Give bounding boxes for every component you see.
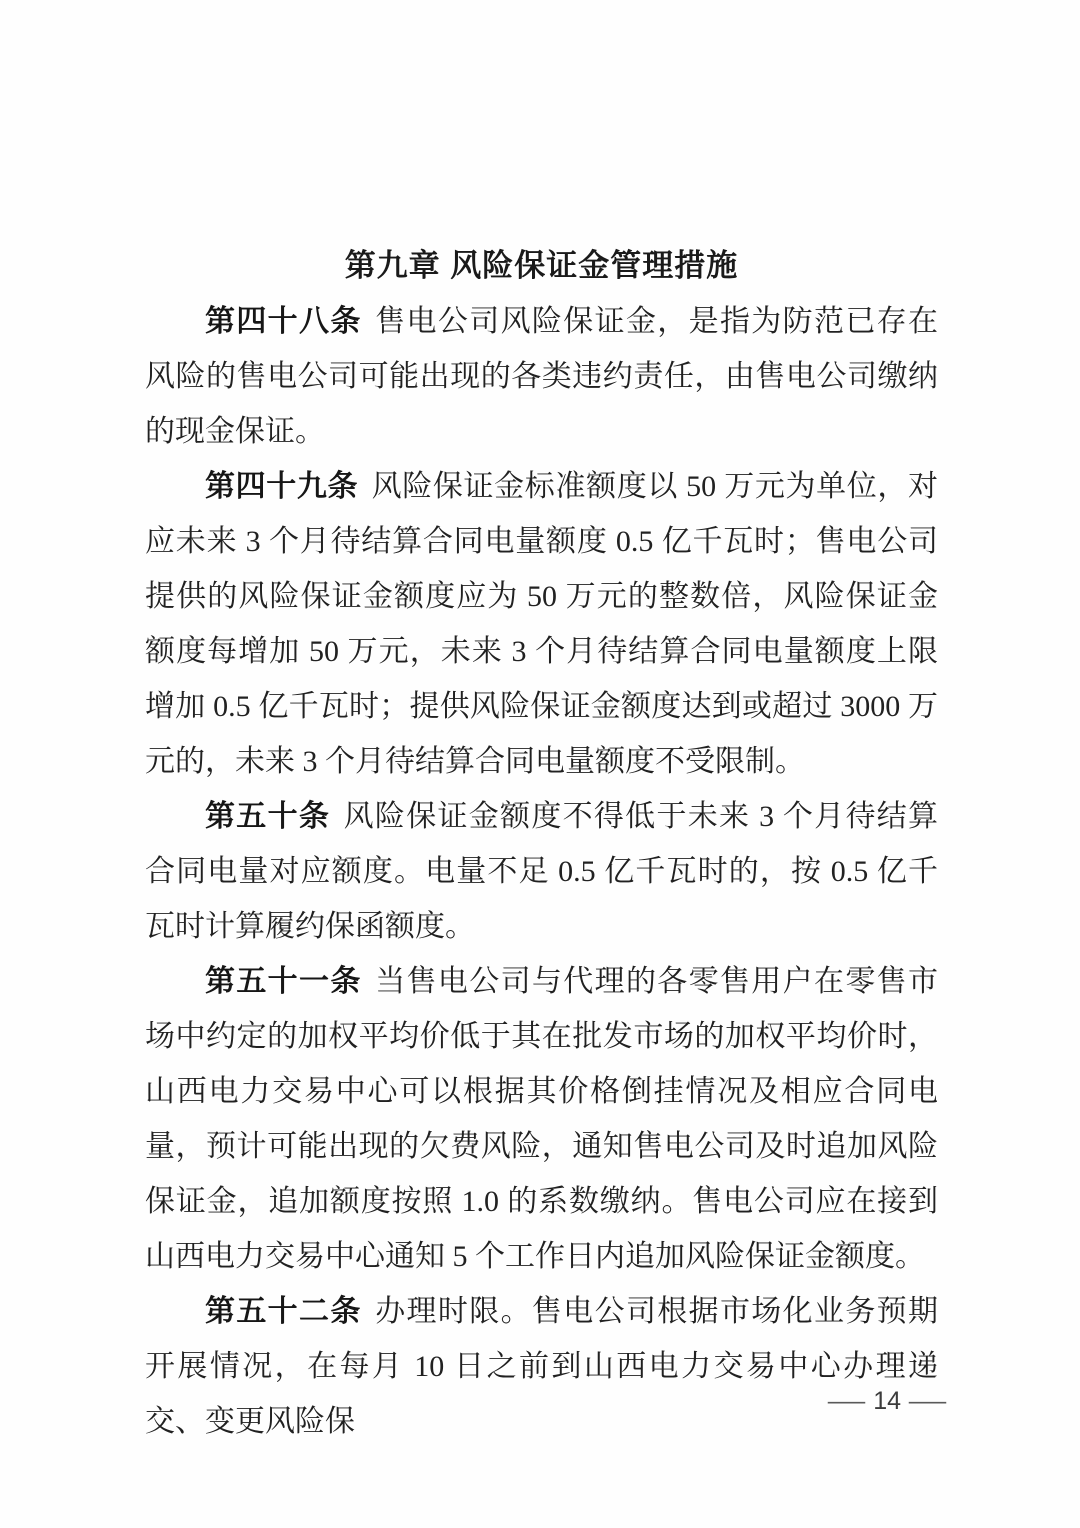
article-51-text: 当售电公司与代理的各零售用户在零售市场中约定的加权平均价低于其在批发市场的加权平均价时，山西电力交易中心可以根据其价格倒挂情况及相应合同电量，预计可能出现的欠费风险，通知售电公司及时追加风险保证金，追加额度按照 1.0 的系数缴纳。售电公司应在接到山西电力交易中心通知 5 个工作日内追加风险保证金额度。 bbox=[145, 965, 939, 1273]
article-52-number: 第五十二条 bbox=[205, 1295, 362, 1328]
article-51-number: 第五十一条 bbox=[205, 965, 362, 998]
document-content bbox=[145, 238, 938, 1449]
footer-left-dash: — bbox=[827, 1387, 866, 1415]
page-footer bbox=[827, 1387, 947, 1416]
article-50-text: 风险保证金额度不得低于未来 3 个月待结算合同电量对应额度。电量不足 0.5 亿千瓦时的，按 0.5 亿千瓦时计算履约保函额度。 bbox=[145, 800, 939, 943]
footer-right-dash: — bbox=[908, 1387, 947, 1415]
article-52-text: 办理时限。售电公司根据市场化业务预期开展情况，在每月 10 日之前到山西电力交易中心办理递交、变更风险保 bbox=[145, 1295, 939, 1438]
article-49-text: 风险保证金标准额度以 50 万元为单位，对应未来 3 个月待结算合同电量额度 0.5 亿千瓦时；售电公司提供的风险保证金额度应为 50 万元的整数倍，风险保证金额度每增加 50 万元，未来 3 个月待结算合同电量额度上限增加 0.5 亿千瓦时；提供风险保证金额度达到或超过 3000 万元的，未来 3 个月待结算合同电量额度不受限制。 bbox=[145, 470, 939, 778]
article-50-number: 第五十条 bbox=[205, 800, 331, 833]
article-49-paragraph bbox=[145, 459, 938, 789]
article-52-paragraph bbox=[145, 1284, 938, 1449]
chapter-heading: 第九章 风险保证金管理措施 bbox=[344, 248, 739, 283]
article-51-paragraph bbox=[145, 954, 938, 1284]
article-50-paragraph bbox=[145, 789, 938, 954]
article-48-paragraph bbox=[145, 294, 938, 459]
article-49-number: 第四十九条 bbox=[205, 470, 359, 503]
page-number: 14 bbox=[873, 1387, 901, 1415]
article-48-text: 售电公司风险保证金，是指为防范已存在风险的售电公司可能出现的各类违约责任，由售电公司缴纳的现金保证。 bbox=[145, 305, 939, 448]
article-48-number: 第四十八条 bbox=[205, 305, 362, 338]
